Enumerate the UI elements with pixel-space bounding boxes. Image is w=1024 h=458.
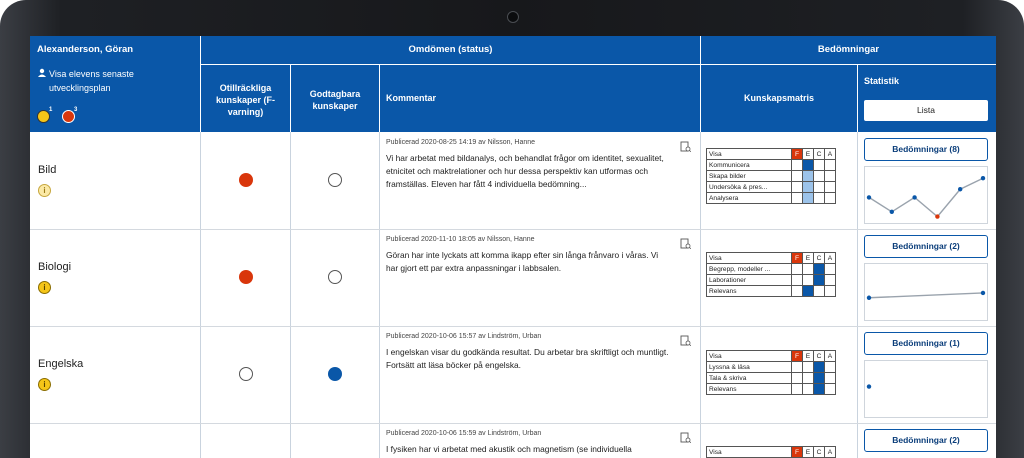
comment-meta: Publicerad 2020-10-06 15:59 av Lindström, Urban [386, 430, 542, 437]
godtagbara-indicator [328, 173, 342, 187]
bedomningar-header: Bedömningar [701, 36, 996, 64]
grade-f: F [792, 253, 803, 264]
statistik-header: Statistik Lista [858, 65, 996, 132]
otillrackliga-indicator [239, 367, 253, 381]
sparkline-point [935, 214, 939, 218]
grade-e: E [803, 149, 814, 160]
warning-red-count: 3 [74, 107, 78, 113]
col-divider [290, 132, 291, 458]
kunskapsmatris-table [706, 252, 836, 297]
omdomen-header: Omdömen (status) [201, 36, 700, 64]
col-divider [379, 132, 380, 458]
sparkline-point [912, 195, 916, 199]
matrix-criterion: Begrepp, modeller ... [707, 264, 792, 275]
kommentar-header: Kommentar [380, 65, 700, 132]
matrix-criterion: Relevans [707, 286, 792, 297]
matrix-criterion: Relevans [707, 384, 792, 395]
matrix-visa-label[interactable]: Visa [707, 253, 792, 264]
info-icon[interactable]: i [38, 281, 51, 294]
grade-f: F [792, 447, 803, 458]
document-icon[interactable] [680, 238, 691, 249]
kunskapsmatris-table [706, 446, 836, 458]
student-header [30, 36, 200, 132]
warning-yellow-count: 1 [49, 107, 53, 113]
comment-meta: Publicerad 2020-11-10 18:05 av Nilsson, Hanne [386, 236, 535, 243]
comment-text: Vi har arbetat med bildanalys, och behandlat frågor om identitet, sexualitet, etnicitet och maktrelationer och hur dessa perspektiv kan utformas och framställas. Eleven har fått 4 individuella bedömning... [386, 153, 664, 189]
grade-c: C [814, 149, 825, 160]
subject-name: Biologi [38, 261, 72, 273]
kunskapsmatris-table [706, 350, 836, 395]
grade-c: C [814, 253, 825, 264]
sparkline-point [867, 384, 871, 388]
col-divider [857, 132, 858, 458]
lista-button[interactable]: Lista [864, 100, 988, 121]
matrix-visa-label[interactable]: Visa [707, 447, 792, 458]
kunskapsmatris-header: Kunskapsmatris [701, 65, 857, 132]
sparkline [865, 167, 987, 223]
row-divider [30, 229, 996, 230]
comment-text: I fysiken har vi arbetat med akustik och magnetism (se individuella [386, 444, 632, 454]
row-divider [30, 423, 996, 424]
matrix-criterion: Laborationer [707, 275, 792, 286]
document-icon[interactable] [680, 141, 691, 152]
grade-c: C [814, 447, 825, 458]
kunskapsmatris-table [706, 148, 836, 204]
row-divider [30, 326, 996, 327]
grade-f: F [792, 351, 803, 362]
grade-e: E [803, 253, 814, 264]
grade-e: E [803, 447, 814, 458]
statistik-chart [864, 263, 988, 321]
sparkline-point [867, 296, 871, 300]
comment-text: Göran har inte lyckats att komma ikapp efter sin långa frånvaro i våras. Vi har gjort ett par extra anpassningar i labbsalen. [386, 250, 659, 273]
matrix-criterion: Skapa bilder [707, 171, 792, 182]
screen [30, 36, 996, 458]
grade-a: A [825, 447, 836, 458]
subject-name: Bild [38, 164, 57, 176]
matrix-criterion: Kommunicera [707, 160, 792, 171]
matrix-criterion: Lyssna & läsa [707, 362, 792, 373]
comment-meta: Publicerad 2020-08-25 14:19 av Nilsson, Hanne [386, 139, 536, 146]
godtagbara-header: Godtagbara kunskaper [291, 65, 379, 132]
statistik-chart [864, 360, 988, 418]
plan-link[interactable]: Visa elevens senaste utvecklingsplan [49, 69, 134, 93]
matrix-visa-label[interactable]: Visa [707, 149, 792, 160]
matrix-criterion: Undersöka & pres... [707, 182, 792, 193]
subject-name: Engelska [38, 358, 84, 370]
sparkline-point [958, 187, 962, 191]
sparkline-point [890, 210, 894, 214]
grade-a: A [825, 253, 836, 264]
grade-a: A [825, 149, 836, 160]
bedomningar-button[interactable]: Bedömningar (8) [864, 138, 988, 161]
statistik-chart [864, 166, 988, 224]
comment-meta: Publicerad 2020-10-06 15:57 av Lindström, Urban [386, 333, 542, 340]
sparkline-series [869, 293, 983, 298]
camera-icon [507, 11, 519, 23]
matrix-criterion: Tala & skriva [707, 373, 792, 384]
document-icon[interactable] [680, 432, 691, 443]
bedomningar-button[interactable]: Bedömningar (2) [864, 235, 988, 258]
col-divider [200, 132, 201, 458]
student-name: Alexanderson, Göran [37, 44, 134, 55]
sparkline [865, 361, 987, 417]
otillrackliga-header: Otillräckliga kunskaper (F-varning) [201, 65, 290, 132]
otillrackliga-indicator [239, 173, 253, 187]
godtagbara-indicator [328, 367, 342, 381]
col-divider [700, 132, 701, 458]
grade-e: E [803, 351, 814, 362]
matrix-visa-label[interactable]: Visa [707, 351, 792, 362]
godtagbara-indicator [328, 270, 342, 284]
bedomningar-button[interactable]: Bedömningar (1) [864, 332, 988, 355]
grade-a: A [825, 351, 836, 362]
document-icon[interactable] [680, 335, 691, 346]
sparkline-point [981, 291, 985, 295]
sparkline [865, 264, 987, 320]
otillrackliga-indicator [239, 270, 253, 284]
person-icon [37, 68, 47, 77]
bedomningar-button[interactable]: Bedömningar (2) [864, 429, 988, 452]
info-icon[interactable]: i [38, 184, 51, 197]
grade-f: F [792, 149, 803, 160]
comment-text: I engelskan visar du godkända resultat. Du arbetar bra skriftligt och muntligt. Fortsätt att läsa böcker på engelska. [386, 347, 669, 370]
sparkline-point [981, 176, 985, 180]
info-icon[interactable]: i [38, 378, 51, 391]
grade-c: C [814, 351, 825, 362]
sparkline-series [869, 178, 983, 216]
matrix-criterion: Analysera [707, 193, 792, 204]
sparkline-point [867, 195, 871, 199]
